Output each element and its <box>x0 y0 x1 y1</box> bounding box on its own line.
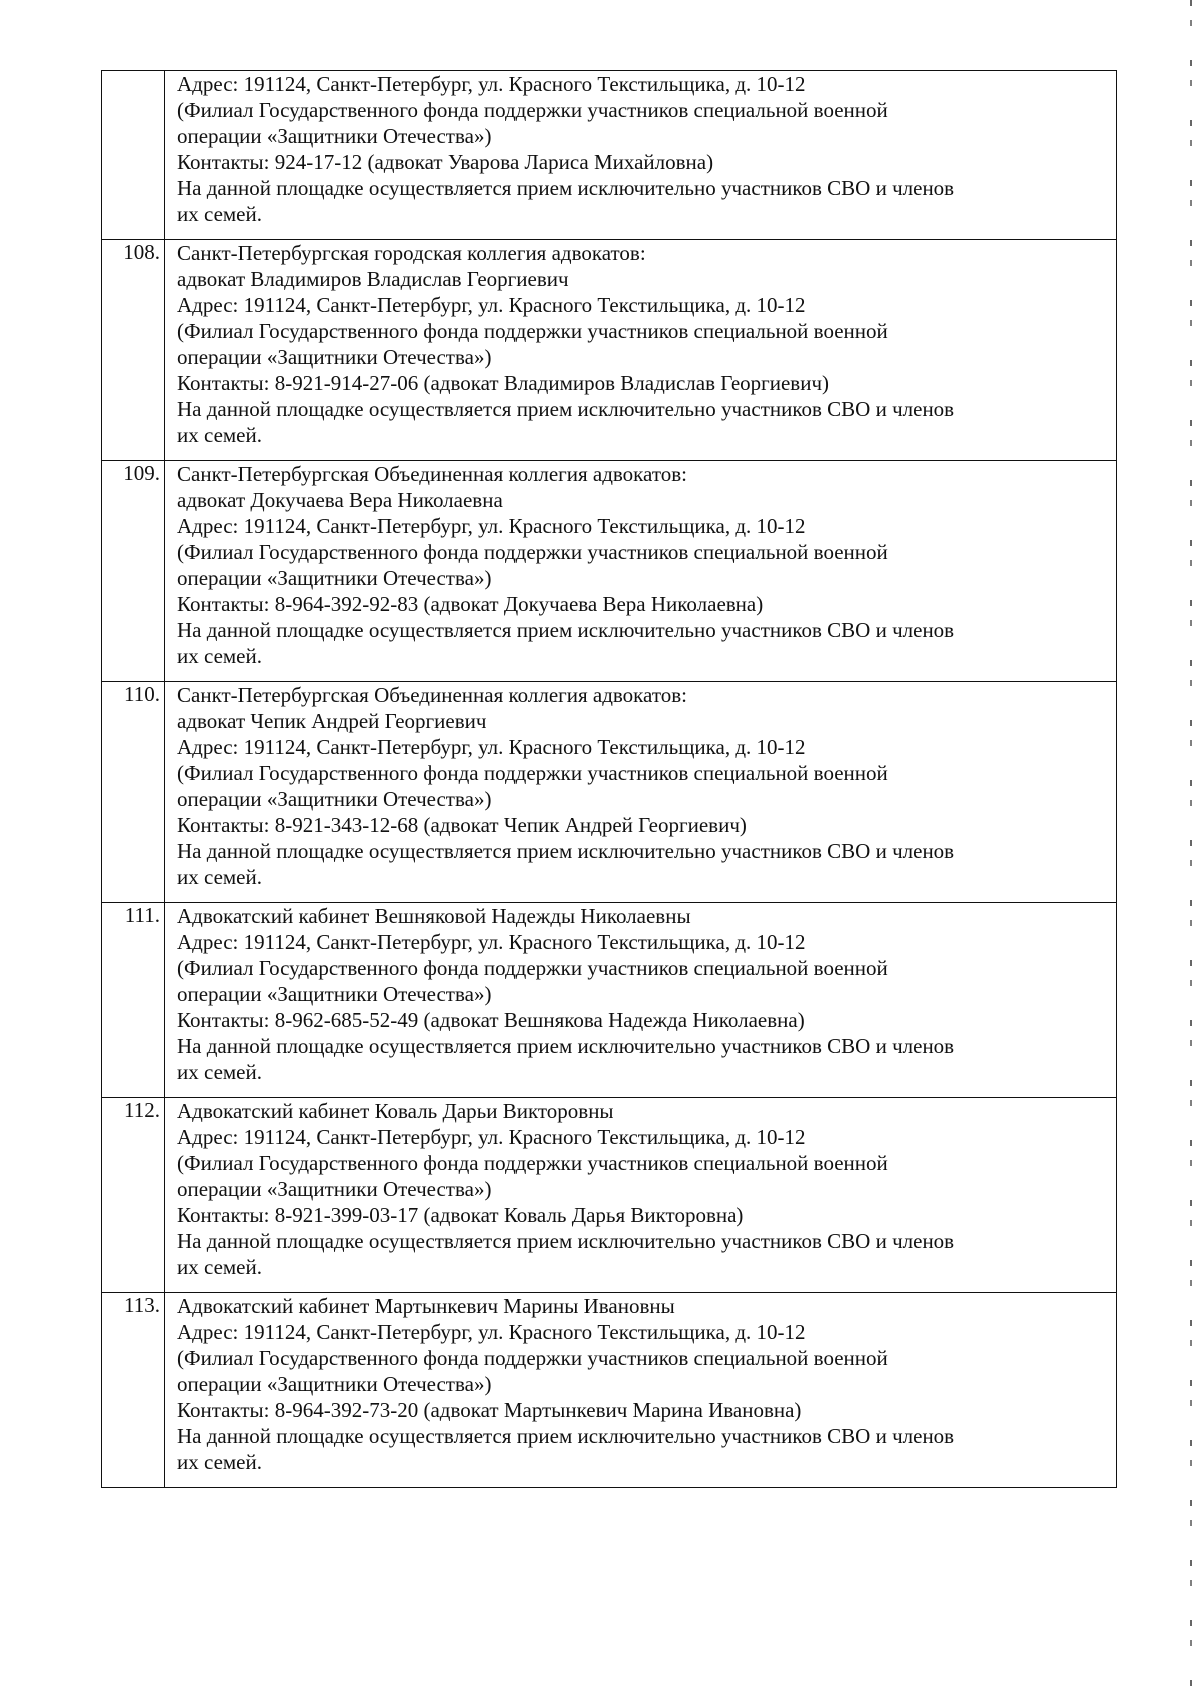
entry-text-line: операции «Защитники Отечества») <box>177 982 492 1006</box>
entry-text-line: Контакты: 8-921-343-12-68 (адвокат Чепик Андрей Георгиевич) <box>177 813 747 837</box>
entry-text-line: На данной площадке осуществляется прием исключительно участников СВО и членов <box>177 839 955 863</box>
entry-text-line: Адрес: 191124, Санкт-Петербург, ул. Красного Текстильщика, д. 10-12 <box>177 735 806 759</box>
entry-text-line: (Филиал Государственного фонда поддержки участников специальной военной <box>177 98 888 122</box>
entry-text-line: (Филиал Государственного фонда поддержки участников специальной военной <box>177 1151 888 1175</box>
entry-number: 113. <box>102 1293 165 1488</box>
table-row <box>102 240 1117 461</box>
entry-text-line: Адвокатский кабинет Вешняковой Надежды Николаевны <box>177 904 691 928</box>
entry-text-line: их семей. <box>177 1255 262 1279</box>
entry-text-line: Адрес: 191124, Санкт-Петербург, ул. Красного Текстильщика, д. 10-12 <box>177 293 806 317</box>
table-row <box>102 1293 1117 1488</box>
entry-number: 108. <box>102 240 165 461</box>
entry-text-line: операции «Защитники Отечества») <box>177 345 492 369</box>
entry-number: 110. <box>102 682 165 903</box>
entry-text-line: (Филиал Государственного фонда поддержки участников специальной военной <box>177 1346 888 1370</box>
entry-text-line: адвокат Чепик Андрей Георгиевич <box>177 709 487 733</box>
entry-text-line: (Филиал Государственного фонда поддержки участников специальной военной <box>177 319 888 343</box>
entry-text-line: На данной площадке осуществляется прием исключительно участников СВО и членов <box>177 618 955 642</box>
entry-text-line: операции «Защитники Отечества») <box>177 566 492 590</box>
table-body <box>102 71 1117 1488</box>
entry-text-line: На данной площадке осуществляется прием исключительно участников СВО и членов <box>177 176 955 200</box>
entry-text-line: На данной площадке осуществляется прием исключительно участников СВО и членов <box>177 1424 955 1448</box>
table-row <box>102 1098 1117 1293</box>
entry-text-line: На данной площадке осуществляется прием исключительно участников СВО и членов <box>177 1229 955 1253</box>
entry-text-line: Адрес: 191124, Санкт-Петербург, ул. Красного Текстильщика, д. 10-12 <box>177 514 806 538</box>
entry-text-line: Санкт-Петербургская Объединенная коллегия адвокатов: <box>177 683 687 707</box>
entry-text-line: операции «Защитники Отечества») <box>177 124 492 148</box>
lawyer-contacts-table <box>101 70 1117 1488</box>
entry-text-line: Контакты: 8-964-392-92-83 (адвокат Докучаева Вера Николаевна) <box>177 592 764 616</box>
table-row <box>102 682 1117 903</box>
entry-text-line: Контакты: 8-962-685-52-49 (адвокат Вешнякова Надежда Николаевна) <box>177 1008 805 1032</box>
entry-text-line: операции «Защитники Отечества») <box>177 787 492 811</box>
entry-text-line: Контакты: 924-17-12 (адвокат Уварова Лариса Михайловна) <box>177 150 714 174</box>
table-row <box>102 903 1117 1098</box>
entry-text-line: их семей. <box>177 1450 262 1474</box>
entry-details <box>165 682 1117 903</box>
entry-text-line: их семей. <box>177 644 262 668</box>
entry-details <box>165 1293 1117 1488</box>
scan-edge-artifact <box>1190 0 1192 1696</box>
entry-text-line: На данной площадке осуществляется прием исключительно участников СВО и членов <box>177 1034 955 1058</box>
entry-text-line: адвокат Докучаева Вера Николаевна <box>177 488 503 512</box>
entry-text-line: их семей. <box>177 423 262 447</box>
entry-text-line: Санкт-Петербургская Объединенная коллегия адвокатов: <box>177 462 687 486</box>
entry-text-line: их семей. <box>177 202 262 226</box>
entry-text-line: На данной площадке осуществляется прием исключительно участников СВО и членов <box>177 397 955 421</box>
entry-details <box>165 240 1117 461</box>
entry-number: 109. <box>102 461 165 682</box>
entry-number <box>102 71 165 240</box>
entry-text-line: Контакты: 8-921-399-03-17 (адвокат Коваль Дарья Викторовна) <box>177 1203 744 1227</box>
entry-text-line: операции «Защитники Отечества») <box>177 1372 492 1396</box>
entry-details <box>165 1098 1117 1293</box>
entry-text-line: Адвокатский кабинет Мартынкевич Марины Ивановны <box>177 1294 675 1318</box>
entry-text-line: операции «Защитники Отечества») <box>177 1177 492 1201</box>
table-row <box>102 461 1117 682</box>
entry-details <box>165 71 1117 240</box>
entry-text-line: их семей. <box>177 865 262 889</box>
entry-details <box>165 903 1117 1098</box>
entry-text-line: адвокат Владимиров Владислав Георгиевич <box>177 267 569 291</box>
entry-text-line: Адрес: 191124, Санкт-Петербург, ул. Красного Текстильщика, д. 10-12 <box>177 930 806 954</box>
entry-text-line: их семей. <box>177 1060 262 1084</box>
table-row <box>102 71 1117 240</box>
entry-text-line: (Филиал Государственного фонда поддержки участников специальной военной <box>177 956 888 980</box>
entry-text-line: Адрес: 191124, Санкт-Петербург, ул. Красного Текстильщика, д. 10-12 <box>177 1125 806 1149</box>
entry-number: 111. <box>102 903 165 1098</box>
entry-text-line: Адрес: 191124, Санкт-Петербург, ул. Красного Текстильщика, д. 10-12 <box>177 1320 806 1344</box>
entry-details <box>165 461 1117 682</box>
entry-text-line: (Филиал Государственного фонда поддержки участников специальной военной <box>177 761 888 785</box>
entry-text-line: Адвокатский кабинет Коваль Дарьи Викторовны <box>177 1099 614 1123</box>
entry-number: 112. <box>102 1098 165 1293</box>
entry-text-line: Адрес: 191124, Санкт-Петербург, ул. Красного Текстильщика, д. 10-12 <box>177 72 806 96</box>
entry-text-line: Контакты: 8-964-392-73-20 (адвокат Мартынкевич Марина Ивановна) <box>177 1398 802 1422</box>
entry-text-line: Санкт-Петербургская городская коллегия адвокатов: <box>177 241 646 265</box>
entry-text-line: (Филиал Государственного фонда поддержки участников специальной военной <box>177 540 888 564</box>
entry-text-line: Контакты: 8-921-914-27-06 (адвокат Владимиров Владислав Георгиевич) <box>177 371 830 395</box>
